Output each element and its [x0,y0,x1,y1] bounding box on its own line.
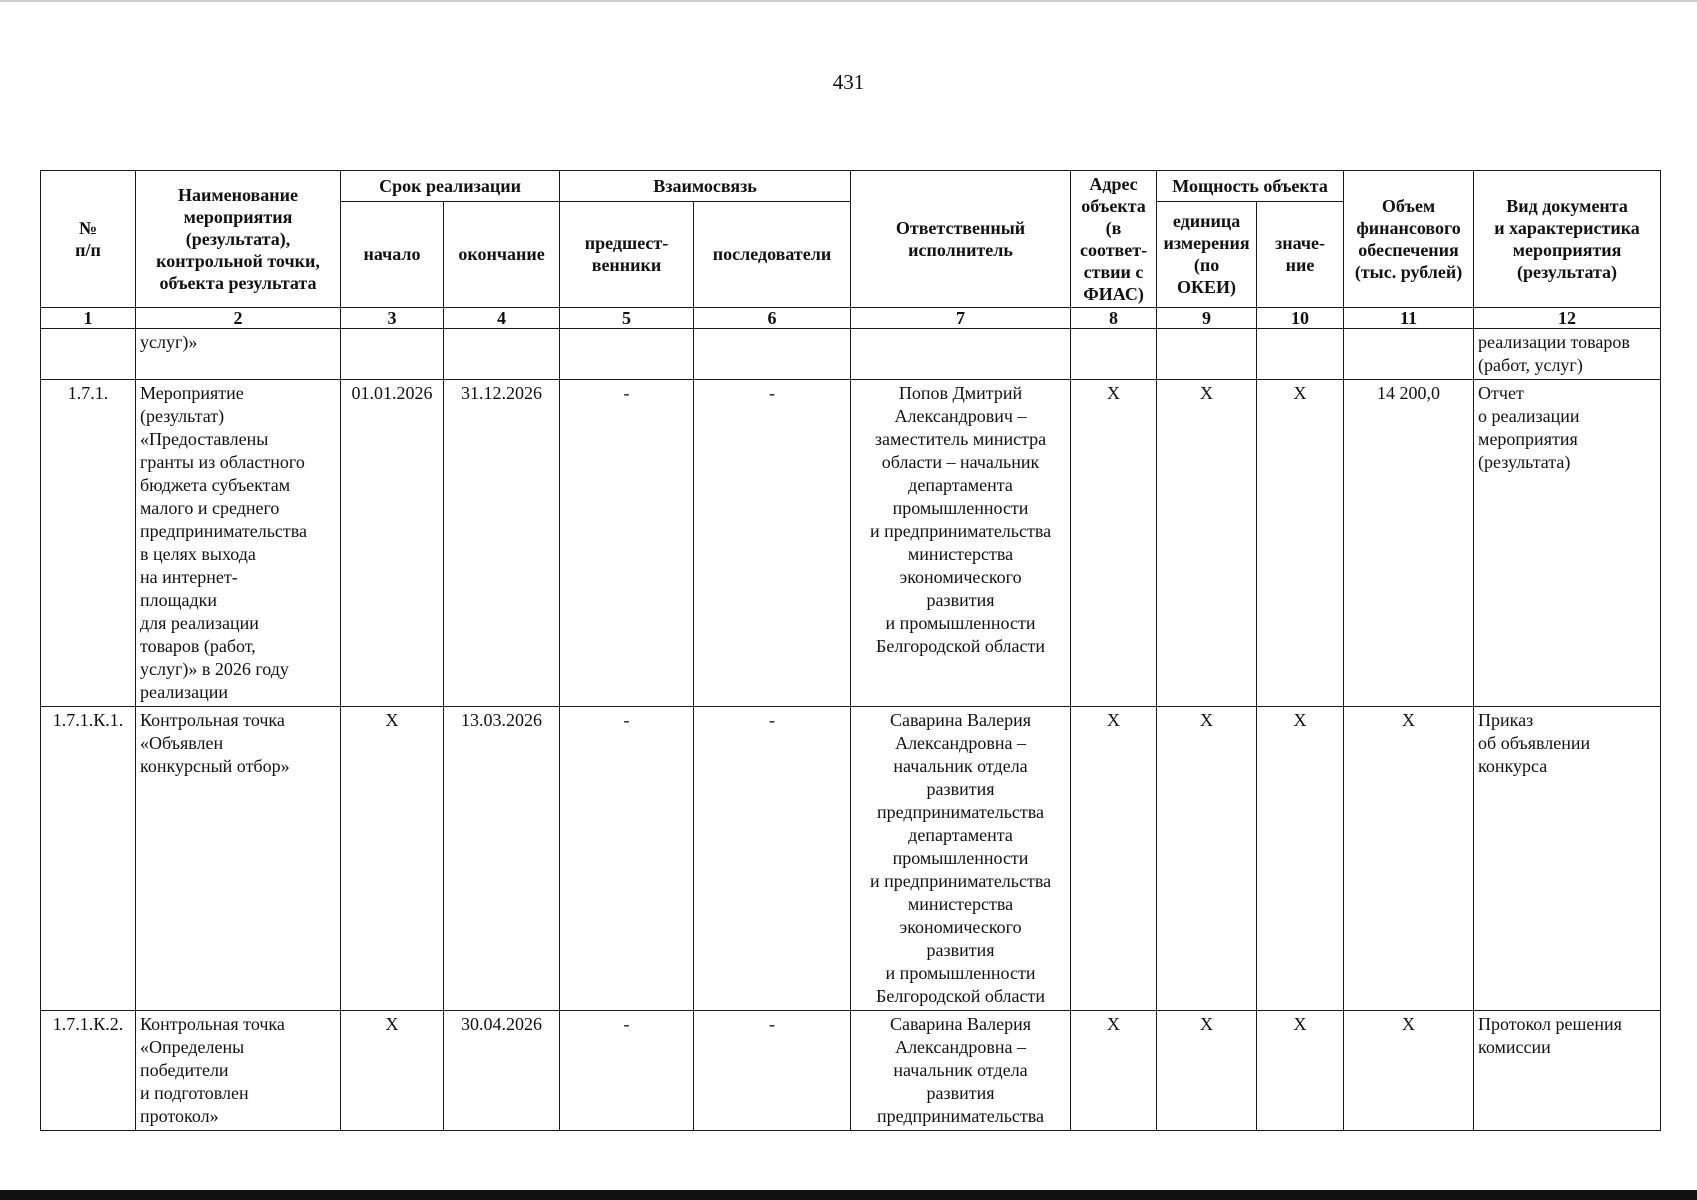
cell-finance: 14 200,0 [1344,380,1474,707]
header-name: Наименование мероприятия (результата), контрольной точки, объекта результата [136,171,341,308]
cell-responsible [851,329,1071,380]
cell-start: Х [341,1011,444,1131]
cell-address: Х [1071,1011,1157,1131]
cell-successors [694,329,851,380]
cell-value: Х [1257,380,1344,707]
cell-end: 30.04.2026 [444,1011,560,1131]
column-number: 10 [1257,308,1344,329]
cell-finance: Х [1344,1011,1474,1131]
table-row [41,329,1661,380]
cell-value: Х [1257,1011,1344,1131]
header-finance: Объем финансового обеспечения (тыс. рублей) [1344,171,1474,308]
cell-successors: - [694,1011,851,1131]
cell-start [341,329,444,380]
cell-doc: реализации товаров (работ, услуг) [1474,329,1661,380]
header-period: Срок реализации [341,171,560,202]
bottom-scan-bar [0,1190,1697,1200]
header-responsible: Ответственный исполнитель [851,171,1071,308]
header-value: значе- ние [1257,201,1344,307]
cell-successors: - [694,380,851,707]
column-number: 8 [1071,308,1157,329]
column-number: 12 [1474,308,1661,329]
cell-predecessors: - [560,380,694,707]
cell-value [1257,329,1344,380]
cell-predecessors: - [560,707,694,1011]
header-successors: последователи [694,201,851,307]
cell-responsible: Саварина Валерия Александровна – начальник отдела развития предпринимательства департамента промышленности и предпринимательства министерства экономического развития и промышленности Белгородской области [851,707,1071,1011]
cell-predecessors: - [560,1011,694,1131]
header-doc: Вид документа и характеристика мероприятия (результата) [1474,171,1661,308]
cell-no: 1.7.1. [41,380,136,707]
cell-no: 1.7.1.К.2. [41,1011,136,1131]
cell-name: Контрольная точка «Определены победители и подготовлен протокол» [136,1011,341,1131]
activities-table [40,170,1661,1131]
cell-finance [1344,329,1474,380]
top-rule [0,0,1697,2]
column-number: 6 [694,308,851,329]
cell-address: Х [1071,380,1157,707]
column-number: 5 [560,308,694,329]
header-capacity: Мощность объекта [1157,171,1344,202]
header-relation: Взаимосвязь [560,171,851,202]
cell-no [41,329,136,380]
cell-address [1071,329,1157,380]
header-row-1 [41,171,1661,202]
cell-predecessors [560,329,694,380]
column-number: 7 [851,308,1071,329]
cell-start: 01.01.2026 [341,380,444,707]
cell-responsible: Попов Дмитрий Александрович – заместитель министра области – начальник департамента промышленности и предпринимательства министерства экономического развития и промышленности Белгородской области [851,380,1071,707]
cell-unit: Х [1157,1011,1257,1131]
table-row [41,1011,1661,1131]
cell-finance: Х [1344,707,1474,1011]
column-number: 3 [341,308,444,329]
cell-start: Х [341,707,444,1011]
cell-name: услуг)» [136,329,341,380]
cell-doc: Приказ об объявлении конкурса [1474,707,1661,1011]
table-row [41,707,1661,1011]
page-number: 431 [832,70,865,94]
column-numbers-row [41,308,1661,329]
cell-responsible: Саварина Валерия Александровна – начальник отдела развития предпринимательства [851,1011,1071,1131]
cell-unit: Х [1157,380,1257,707]
header-end: окончание [444,201,560,307]
column-number: 11 [1344,308,1474,329]
cell-address: Х [1071,707,1157,1011]
cell-successors: - [694,707,851,1011]
cell-end: 13.03.2026 [444,707,560,1011]
column-number: 2 [136,308,341,329]
cell-name: Мероприятие (результат) «Предоставлены гранты из областного бюджета субъектам малого и среднего предпринимательства в целях выхода на интернет- площадки для реализации товаров (работ, услуг)» в 2026 году реализации [136,380,341,707]
cell-doc: Отчет о реализации мероприятия (результата) [1474,380,1661,707]
cell-unit: Х [1157,707,1257,1011]
header-unit: единица измерения (по ОКЕИ) [1157,201,1257,307]
cell-no: 1.7.1.К.1. [41,707,136,1011]
table-row [41,380,1661,707]
cell-unit [1157,329,1257,380]
cell-name: Контрольная точка «Объявлен конкурсный отбор» [136,707,341,1011]
column-number: 9 [1157,308,1257,329]
header-predecessors: предшест- венники [560,201,694,307]
cell-end: 31.12.2026 [444,380,560,707]
header-no: № п/п [41,171,136,308]
header-address: Адрес объекта (в соответ- ствии с ФИАС) [1071,171,1157,308]
cell-value: Х [1257,707,1344,1011]
column-number: 1 [41,308,136,329]
header-start: начало [341,201,444,307]
cell-doc: Протокол решения комиссии [1474,1011,1661,1131]
column-number: 4 [444,308,560,329]
cell-end [444,329,560,380]
